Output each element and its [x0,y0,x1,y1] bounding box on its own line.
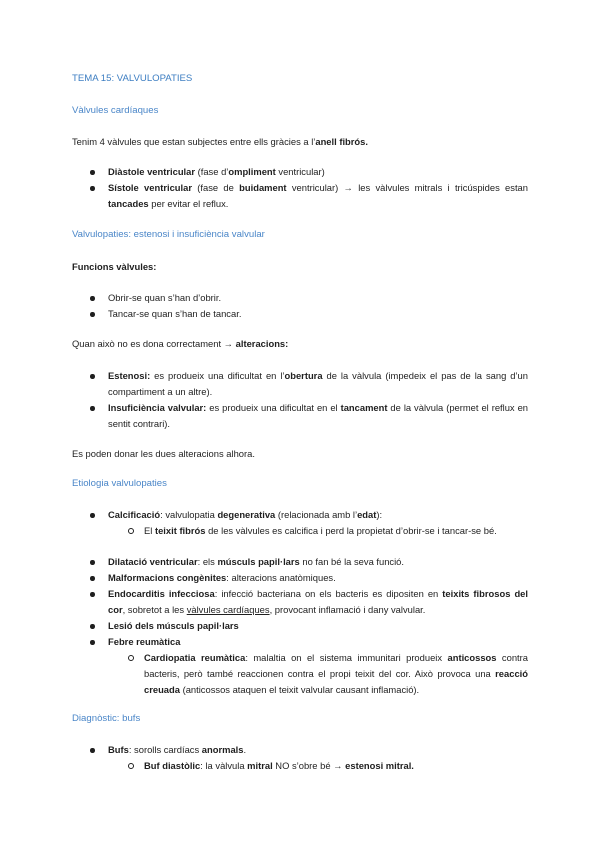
list-item-bufs: Bufs: sorolls cardíacs anormals. [108,744,247,755]
section-heading-valvulopaties: Valvulopaties: estenosi i insuficiència valvular [72,229,265,240]
bullet-dot [90,576,95,581]
bullet-dot [90,624,95,629]
paragraph-dues-alteracions: Es poden donar les dues alteracions alhora. [72,448,255,459]
sub-item-teixit-fibros: El teixit fibrós de les vàlvules es calcifica i perd la propietat d’obrir-se i tancar-se bé. [144,525,497,536]
bullet-dot [90,513,95,518]
bullet-dot [90,296,95,301]
sub-bullet-circle [128,763,134,769]
bullet-dot [90,186,95,191]
list-item-malformacions: Malformacions congènites: alteracions anatòmiques. [108,572,336,583]
list-item-endocarditis: Endocarditis infecciosa: infecció bacteriana on els bacteris es dipositen en teixits fibrosos del cor, sobretot a les vàlvules cardíaques, provocant inflamació i dany valvular. [108,588,528,615]
bullet-dot [90,312,95,317]
list-item-lesio: Lesió dels músculs papil·lars [108,620,239,631]
list-item-sistole: Sístole ventricular (fase de buidament ventricular) → les vàlvules mitrals i tricúspides estan tancades per evitar el reflux. [108,182,528,209]
paragraph-intro: Tenim 4 vàlvules que estan subjectes entre ells gràcies a l’anell fibrós. [72,136,368,147]
list-item-obrir: Obrir-se quan s’han d’obrir. [108,292,222,303]
sub-item-buf-diastolic: Buf diastòlic: la vàlvula mitral NO s’obre bé → estenosi mitral. [144,760,414,771]
section-heading-valvules: Vàlvules cardíaques [72,105,159,116]
bullet-dot [90,560,95,565]
list-item-diastole: Diàstole ventricular (fase d’ompliment ventricular) [108,166,325,177]
document-title: TEMA 15: VALVULOPATIES [72,73,193,84]
list-item-tancar: Tancar-se quan s’han de tancar. [108,308,242,319]
paragraph-funcions: Funcions vàlvules: [72,261,157,272]
bullet-dot [90,406,95,411]
section-heading-diagnostic: Diagnòstic: bufs [72,713,141,724]
list-item-dilatacio: Dilatació ventricular: els músculs papil·lars no fan bé la seva funció. [108,556,405,567]
section-heading-etiologia: Etiologia valvulopaties [72,478,167,489]
sub-bullet-circle [128,655,134,661]
list-item-estenosi: Estenosi: es produeix una dificultat en l’obertura de la vàlvula (impedeix el pas de la sang d’un compartiment a un altre). [108,370,528,397]
paragraph-alteracions: Quan això no es dona correctament → alteracions: [72,338,289,349]
bullet-dot [90,592,95,597]
bullet-dot [90,170,95,175]
list-item-insuficiencia: Insuficiència valvular: es produeix una dificultat en el tancament de la vàlvula (permet el reflux en sentit contrari). [108,402,528,429]
list-item-calcificacio: Calcificació: valvulopatia degenerativa (relacionada amb l’edat): [108,509,383,520]
bullet-dot [90,748,95,753]
bullet-dot [90,640,95,645]
bullet-dot [90,374,95,379]
sub-bullet-circle [128,528,134,534]
list-item-febre: Febre reumàtica [108,636,181,647]
sub-item-cardiopatia: Cardiopatia reumàtica: malaltia on el sistema immunitari produeix anticossos contra bacteris, però també reaccionen contra el propi teixit del cor. Això provoca una reacció creuada (anticossos ataquen el teixit valvular causant inflamació). [144,652,528,695]
